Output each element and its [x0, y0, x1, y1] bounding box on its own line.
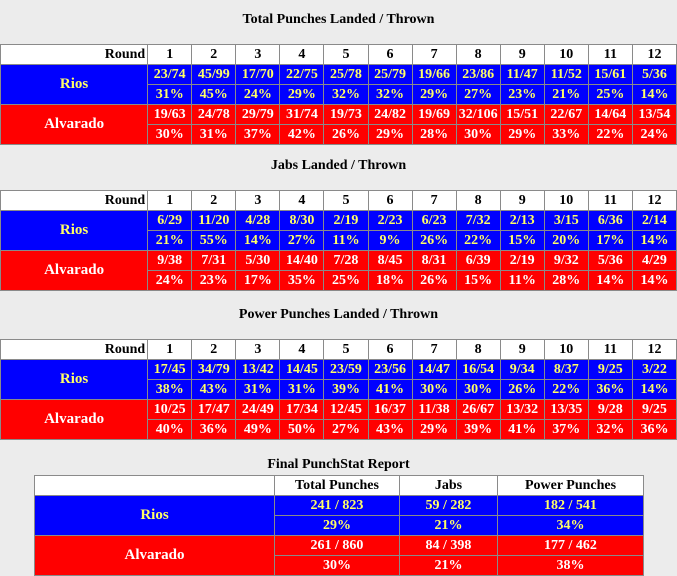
- round-number: 10: [544, 45, 588, 65]
- round-label: Round: [1, 45, 148, 65]
- landed-thrown-cell: 8/31: [412, 251, 456, 271]
- final-header-row: [35, 476, 644, 496]
- percentage-cell: 37%: [236, 125, 280, 145]
- landed-thrown-cell: 13/35: [544, 400, 588, 420]
- fighter-landed-row: [1, 251, 677, 271]
- round-number: 6: [368, 45, 412, 65]
- percentage-cell: 49%: [236, 420, 280, 440]
- total-pct: 30%: [275, 556, 400, 576]
- landed-thrown-cell: 17/34: [280, 400, 324, 420]
- percentage-cell: 33%: [544, 125, 588, 145]
- round-number: 12: [632, 45, 676, 65]
- fighter-name: Alvarado: [1, 400, 148, 440]
- round-number: 2: [192, 45, 236, 65]
- landed-thrown-cell: 9/32: [544, 251, 588, 271]
- section-title: Total Punches Landed / Thrown: [242, 12, 435, 27]
- landed-thrown-cell: 24/82: [368, 105, 412, 125]
- power-landed: 182 / 541: [498, 496, 644, 516]
- percentage-cell: 31%: [236, 380, 280, 400]
- landed-thrown-cell: 14/45: [280, 360, 324, 380]
- landed-thrown-cell: 2/14: [632, 211, 676, 231]
- round-number: 8: [456, 191, 500, 211]
- percentage-cell: 38%: [148, 380, 192, 400]
- landed-thrown-cell: 12/45: [324, 400, 368, 420]
- landed-thrown-cell: 19/63: [148, 105, 192, 125]
- round-number: 3: [236, 45, 280, 65]
- round-number: 5: [324, 45, 368, 65]
- round-number: 6: [368, 340, 412, 360]
- landed-thrown-cell: 4/28: [236, 211, 280, 231]
- percentage-cell: 27%: [456, 85, 500, 105]
- round-number: 11: [588, 340, 632, 360]
- round-number: 4: [280, 191, 324, 211]
- landed-thrown-cell: 5/30: [236, 251, 280, 271]
- landed-thrown-cell: 32/106: [456, 105, 500, 125]
- round-number: 2: [192, 191, 236, 211]
- landed-thrown-cell: 15/61: [588, 65, 632, 85]
- percentage-cell: 32%: [324, 85, 368, 105]
- percentage-cell: 28%: [544, 271, 588, 291]
- jabs-landed: 84 / 398: [400, 536, 498, 556]
- section-title: Jabs Landed / Thrown: [270, 158, 407, 173]
- landed-thrown-cell: 23/86: [456, 65, 500, 85]
- jabs-pct: 21%: [400, 556, 498, 576]
- landed-thrown-cell: 26/67: [456, 400, 500, 420]
- landed-thrown-cell: 6/23: [412, 211, 456, 231]
- percentage-cell: 29%: [412, 420, 456, 440]
- percentage-cell: 17%: [588, 231, 632, 251]
- landed-thrown-cell: 15/51: [500, 105, 544, 125]
- landed-thrown-cell: 2/13: [500, 211, 544, 231]
- fighter-landed-row: [1, 400, 677, 420]
- landed-thrown-cell: 8/37: [544, 360, 588, 380]
- percentage-cell: 29%: [280, 85, 324, 105]
- landed-thrown-cell: 23/56: [368, 360, 412, 380]
- percentage-cell: 21%: [148, 231, 192, 251]
- round-number: 1: [148, 191, 192, 211]
- landed-thrown-cell: 6/29: [148, 211, 192, 231]
- round-number: 12: [632, 340, 676, 360]
- landed-thrown-cell: 8/45: [368, 251, 412, 271]
- percentage-cell: 36%: [588, 380, 632, 400]
- percentage-cell: 25%: [588, 85, 632, 105]
- percentage-cell: 45%: [192, 85, 236, 105]
- percentage-cell: 31%: [148, 85, 192, 105]
- percentage-cell: 14%: [632, 85, 676, 105]
- total-landed: 241 / 823: [275, 496, 400, 516]
- power-pct: 38%: [498, 556, 644, 576]
- fighter-name: Alvarado: [1, 105, 148, 145]
- landed-thrown-cell: 17/70: [236, 65, 280, 85]
- landed-thrown-cell: 13/54: [632, 105, 676, 125]
- landed-thrown-cell: 11/47: [500, 65, 544, 85]
- percentage-cell: 30%: [412, 380, 456, 400]
- landed-thrown-cell: 7/28: [324, 251, 368, 271]
- header-power-punches: Power Punches: [498, 476, 644, 496]
- round-number: 11: [588, 45, 632, 65]
- percentage-cell: 11%: [324, 231, 368, 251]
- round-number: 6: [368, 191, 412, 211]
- round-number: 7: [412, 191, 456, 211]
- round-number: 7: [412, 340, 456, 360]
- percentage-cell: 22%: [456, 231, 500, 251]
- landed-thrown-cell: 11/20: [192, 211, 236, 231]
- landed-thrown-cell: 23/59: [324, 360, 368, 380]
- percentage-cell: 14%: [632, 380, 676, 400]
- percentage-cell: 30%: [456, 380, 500, 400]
- final-rios-landed-row: [35, 496, 644, 516]
- stats-table: [0, 44, 677, 145]
- percentage-cell: 14%: [632, 271, 676, 291]
- landed-thrown-cell: 2/23: [368, 211, 412, 231]
- section-title: Final PunchStat Report: [267, 457, 410, 472]
- percentage-cell: 14%: [632, 231, 676, 251]
- percentage-cell: 29%: [412, 85, 456, 105]
- landed-thrown-cell: 11/52: [544, 65, 588, 85]
- fighter-name: Alvarado: [1, 251, 148, 291]
- percentage-cell: 39%: [324, 380, 368, 400]
- landed-thrown-cell: 6/36: [588, 211, 632, 231]
- header-empty-cell: [35, 476, 275, 496]
- round-number: 10: [544, 191, 588, 211]
- landed-thrown-cell: 9/38: [148, 251, 192, 271]
- round-label: Round: [1, 191, 148, 211]
- landed-thrown-cell: 29/79: [236, 105, 280, 125]
- landed-thrown-cell: 19/66: [412, 65, 456, 85]
- percentage-cell: 21%: [544, 85, 588, 105]
- round-number: 10: [544, 340, 588, 360]
- percentage-cell: 15%: [456, 271, 500, 291]
- percentage-cell: 42%: [280, 125, 324, 145]
- landed-thrown-cell: 22/75: [280, 65, 324, 85]
- percentage-cell: 24%: [236, 85, 280, 105]
- round-number: 12: [632, 191, 676, 211]
- round-number: 3: [236, 191, 280, 211]
- percentage-cell: 9%: [368, 231, 412, 251]
- round-header-row: [1, 45, 677, 65]
- landed-thrown-cell: 9/28: [588, 400, 632, 420]
- landed-thrown-cell: 24/78: [192, 105, 236, 125]
- percentage-cell: 18%: [368, 271, 412, 291]
- fighter-landed-row: [1, 65, 677, 85]
- percentage-cell: 37%: [544, 420, 588, 440]
- percentage-cell: 50%: [280, 420, 324, 440]
- percentage-cell: 14%: [236, 231, 280, 251]
- fighter-landed-row: [1, 360, 677, 380]
- round-header-row: [1, 191, 677, 211]
- round-number: 7: [412, 45, 456, 65]
- percentage-cell: 20%: [544, 231, 588, 251]
- percentage-cell: 22%: [588, 125, 632, 145]
- percentage-cell: 22%: [544, 380, 588, 400]
- round-number: 4: [280, 45, 324, 65]
- landed-thrown-cell: 3/22: [632, 360, 676, 380]
- landed-thrown-cell: 6/39: [456, 251, 500, 271]
- fighter-name: Rios: [35, 496, 275, 536]
- percentage-cell: 26%: [412, 231, 456, 251]
- percentage-cell: 23%: [192, 271, 236, 291]
- percentage-cell: 27%: [280, 231, 324, 251]
- header-jabs: Jabs: [400, 476, 498, 496]
- percentage-cell: 35%: [280, 271, 324, 291]
- percentage-cell: 40%: [148, 420, 192, 440]
- landed-thrown-cell: 31/74: [280, 105, 324, 125]
- percentage-cell: 29%: [500, 125, 544, 145]
- fighter-name: Rios: [1, 65, 148, 105]
- fighter-landed-row: [1, 211, 677, 231]
- round-number: 1: [148, 340, 192, 360]
- percentage-cell: 25%: [324, 271, 368, 291]
- stats-table: [0, 339, 677, 440]
- landed-thrown-cell: 4/29: [632, 251, 676, 271]
- percentage-cell: 27%: [324, 420, 368, 440]
- jabs-landed: 59 / 282: [400, 496, 498, 516]
- percentage-cell: 41%: [368, 380, 412, 400]
- round-number: 9: [500, 191, 544, 211]
- percentage-cell: 30%: [148, 125, 192, 145]
- round-number: 11: [588, 191, 632, 211]
- total-pct: 29%: [275, 516, 400, 536]
- jabs-pct: 21%: [400, 516, 498, 536]
- round-number: 9: [500, 45, 544, 65]
- round-number: 4: [280, 340, 324, 360]
- round-number: 5: [324, 340, 368, 360]
- percentage-cell: 32%: [588, 420, 632, 440]
- fighter-landed-row: [1, 105, 677, 125]
- landed-thrown-cell: 45/99: [192, 65, 236, 85]
- percentage-cell: 24%: [148, 271, 192, 291]
- landed-thrown-cell: 14/40: [280, 251, 324, 271]
- section-title: Power Punches Landed / Thrown: [238, 307, 439, 322]
- landed-thrown-cell: 9/34: [500, 360, 544, 380]
- landed-thrown-cell: 16/37: [368, 400, 412, 420]
- landed-thrown-cell: 8/30: [280, 211, 324, 231]
- round-number: 5: [324, 191, 368, 211]
- final-report-table: [34, 475, 644, 576]
- percentage-cell: 24%: [632, 125, 676, 145]
- round-number: 9: [500, 340, 544, 360]
- percentage-cell: 17%: [236, 271, 280, 291]
- landed-thrown-cell: 7/32: [456, 211, 500, 231]
- percentage-cell: 14%: [588, 271, 632, 291]
- round-number: 8: [456, 340, 500, 360]
- power-pct: 34%: [498, 516, 644, 536]
- fighter-name: Alvarado: [35, 536, 275, 576]
- percentage-cell: 30%: [456, 125, 500, 145]
- landed-thrown-cell: 3/15: [544, 211, 588, 231]
- percentage-cell: 43%: [192, 380, 236, 400]
- header-total-punches: Total Punches: [275, 476, 400, 496]
- percentage-cell: 32%: [368, 85, 412, 105]
- round-number: 2: [192, 340, 236, 360]
- percentage-cell: 26%: [324, 125, 368, 145]
- landed-thrown-cell: 24/49: [236, 400, 280, 420]
- percentage-cell: 11%: [500, 271, 544, 291]
- landed-thrown-cell: 11/38: [412, 400, 456, 420]
- landed-thrown-cell: 23/74: [148, 65, 192, 85]
- percentage-cell: 36%: [192, 420, 236, 440]
- landed-thrown-cell: 5/36: [588, 251, 632, 271]
- fighter-name: Rios: [1, 211, 148, 251]
- total-landed: 261 / 860: [275, 536, 400, 556]
- landed-thrown-cell: 25/79: [368, 65, 412, 85]
- landed-thrown-cell: 9/25: [632, 400, 676, 420]
- landed-thrown-cell: 17/47: [192, 400, 236, 420]
- landed-thrown-cell: 9/25: [588, 360, 632, 380]
- landed-thrown-cell: 34/79: [192, 360, 236, 380]
- landed-thrown-cell: 19/73: [324, 105, 368, 125]
- round-number: 1: [148, 45, 192, 65]
- round-header-row: [1, 340, 677, 360]
- percentage-cell: 28%: [412, 125, 456, 145]
- percentage-cell: 55%: [192, 231, 236, 251]
- percentage-cell: 36%: [632, 420, 676, 440]
- landed-thrown-cell: 14/47: [412, 360, 456, 380]
- power-landed: 177 / 462: [498, 536, 644, 556]
- landed-thrown-cell: 19/69: [412, 105, 456, 125]
- percentage-cell: 43%: [368, 420, 412, 440]
- round-number: 3: [236, 340, 280, 360]
- final-alvarado-landed-row: [35, 536, 644, 556]
- landed-thrown-cell: 14/64: [588, 105, 632, 125]
- round-label: Round: [1, 340, 148, 360]
- stats-table: [0, 190, 677, 291]
- landed-thrown-cell: 2/19: [500, 251, 544, 271]
- landed-thrown-cell: 16/54: [456, 360, 500, 380]
- landed-thrown-cell: 10/25: [148, 400, 192, 420]
- percentage-cell: 31%: [192, 125, 236, 145]
- landed-thrown-cell: 13/32: [500, 400, 544, 420]
- landed-thrown-cell: 25/78: [324, 65, 368, 85]
- percentage-cell: 29%: [368, 125, 412, 145]
- percentage-cell: 23%: [500, 85, 544, 105]
- percentage-cell: 31%: [280, 380, 324, 400]
- landed-thrown-cell: 2/19: [324, 211, 368, 231]
- percentage-cell: 41%: [500, 420, 544, 440]
- landed-thrown-cell: 5/36: [632, 65, 676, 85]
- percentage-cell: 26%: [500, 380, 544, 400]
- round-number: 8: [456, 45, 500, 65]
- percentage-cell: 15%: [500, 231, 544, 251]
- landed-thrown-cell: 22/67: [544, 105, 588, 125]
- percentage-cell: 26%: [412, 271, 456, 291]
- landed-thrown-cell: 7/31: [192, 251, 236, 271]
- fighter-name: Rios: [1, 360, 148, 400]
- percentage-cell: 39%: [456, 420, 500, 440]
- landed-thrown-cell: 17/45: [148, 360, 192, 380]
- landed-thrown-cell: 13/42: [236, 360, 280, 380]
